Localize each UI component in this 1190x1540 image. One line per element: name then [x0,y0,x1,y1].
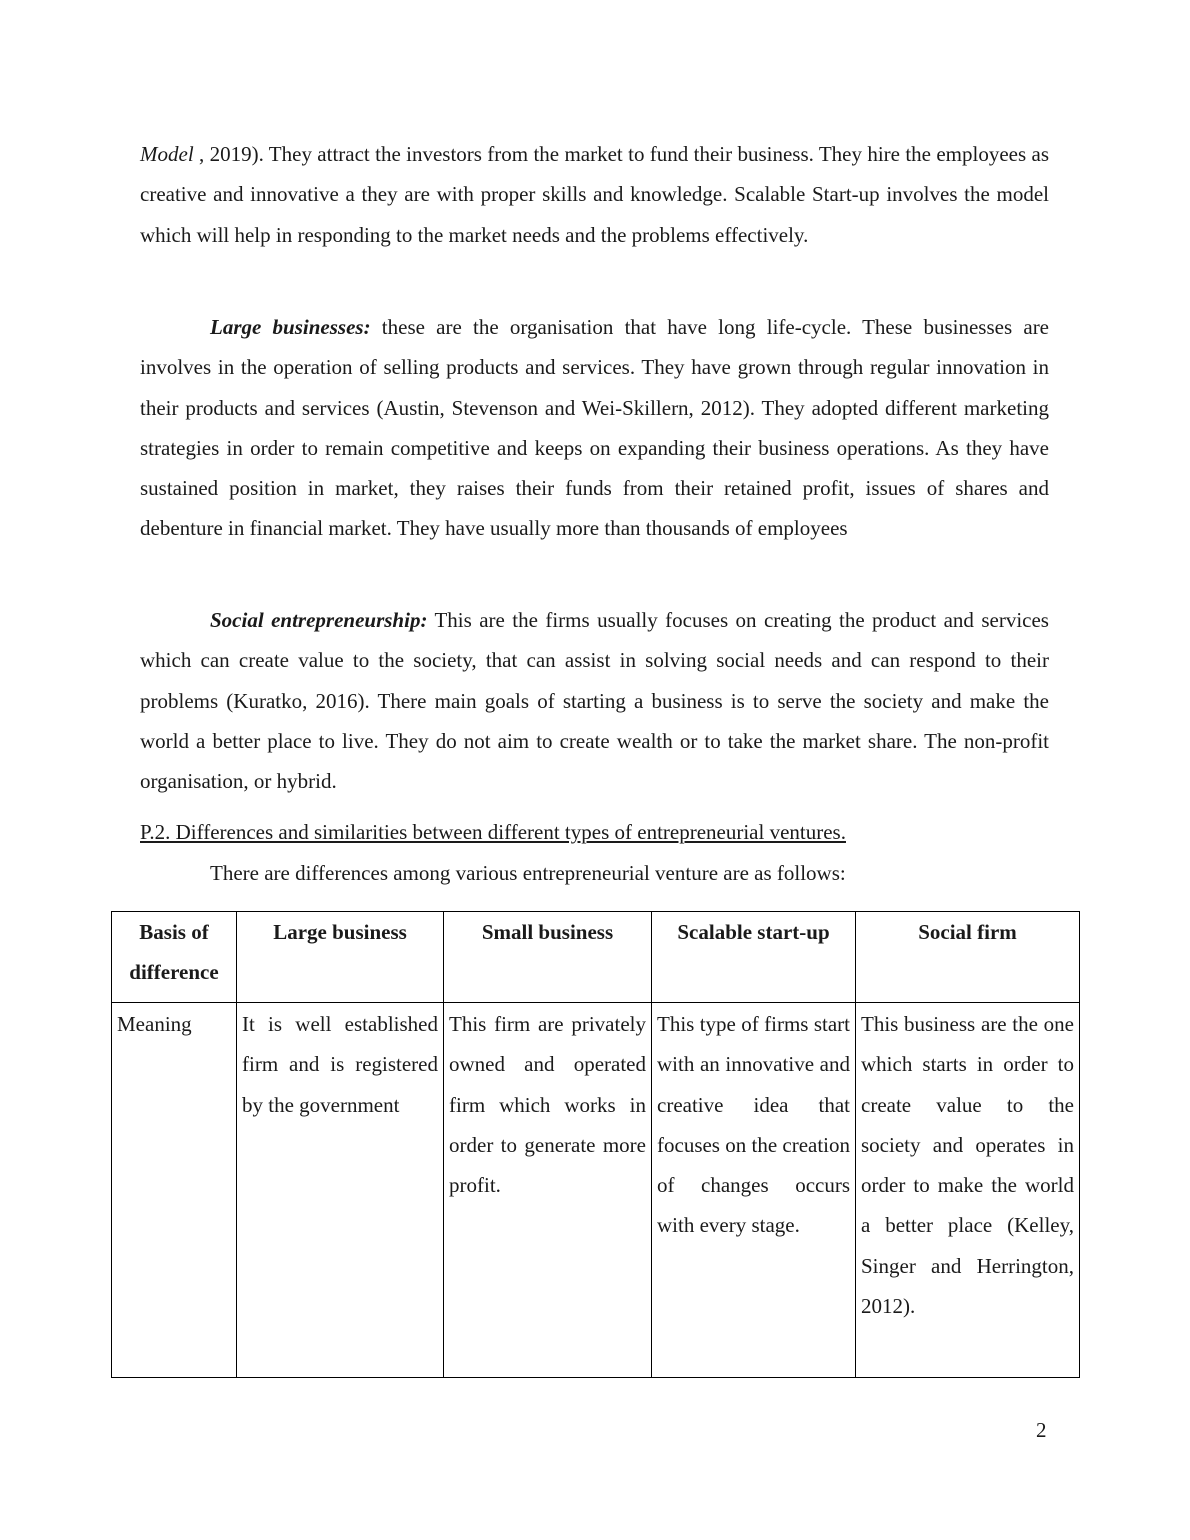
paragraph-social-entrepreneurship [140,600,1049,801]
paragraph-text: these are the organisation that have long life-cycle. These businesses are involves in the operation of selling products and services. They have grown through regular innovation in their products and services (Austin, Stevenson and Wei-Skillern, 2012). They adopted different marketing strategies in order to remain competitive and keeps on expanding their business operations. As they have sustained position in market, they raises their funds from their retained profit, issues of shares and debenture in financial market. They have usually more than thousands of employees [140,315,1050,541]
section-heading: P.2. Differences and similarities between different types of entrepreneurial ventures. [140,820,846,844]
cell-scalable-startup: This type of firms start with an innovative and creative idea that focuses on the creation of changes occurs with every stage. [652,1003,856,1378]
cell-large-business: It is well established firm and is registered by the government [237,1003,444,1378]
header-basis-of-difference: Basis of difference [112,912,237,1003]
paragraph-text: This are the firms usually focuses on creating the product and services which can create value to the society, that can assist in solving social needs and can respond to their problems (Kuratko, 2016). There main goals of starting a business is to serve the society and make the world a better place to live. They do not aim to create wealth or to take the market share. The non-profit organisation, or hybrid. [140,608,1049,794]
ventures-comparison-table [111,911,1080,1378]
paragraph-text: , 2019). They attract the investors from the market to fund their business. They hire the employees as creative and innovative a they are with proper skills and knowledge. Scalable Start-up involves the model which will help in responding to the market needs and the problems effectively. [140,142,1049,247]
cell-small-business: This firm are privately owned and operated firm which works in order to generate more profit. [444,1003,652,1378]
header-large-business: Large business [237,912,444,1003]
header-small-business: Small business [444,912,652,1003]
paragraph-large-businesses [140,307,1049,549]
header-scalable-startup: Scalable start-up [652,912,856,1003]
italic-lead: Model [140,142,194,166]
term-large-businesses: Large businesses: [210,315,371,339]
header-social-firm: Social firm [856,912,1080,1003]
cell-basis: Meaning [112,1003,237,1378]
term-social-entrepreneurship: Social entrepreneurship: [210,608,428,632]
table-header-row [112,912,1080,1003]
paragraph-scalable-startup [140,134,1049,255]
table-row [112,1003,1080,1378]
cell-social-firm: This business are the one which starts in order to create value to the society and operates in order to make the world a better place (Kelley, Singer and Herrington, 2012). [856,1003,1080,1378]
section-intro: There are differences among various entrepreneurial venture are as follows: [210,861,846,885]
page-number: 2 [1036,1418,1047,1442]
